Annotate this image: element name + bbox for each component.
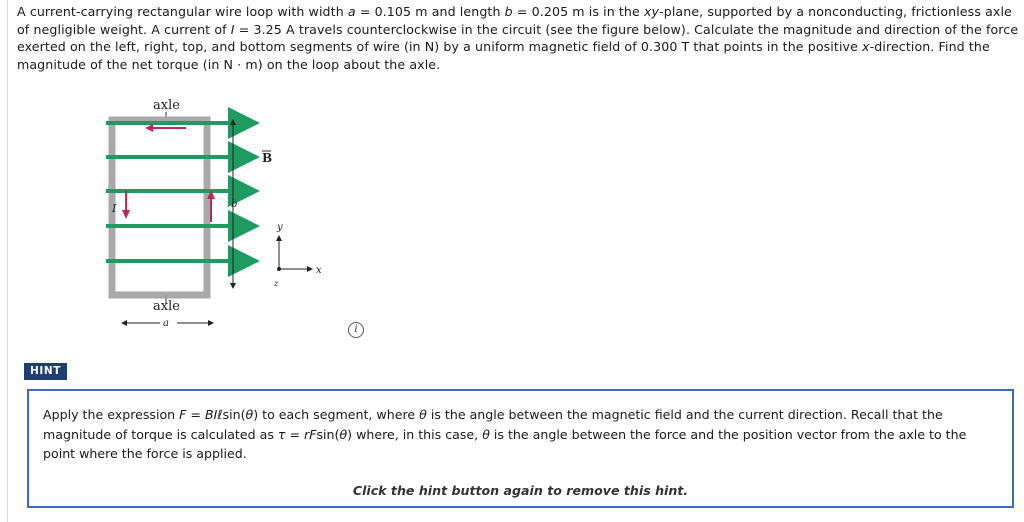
label-B: B	[262, 151, 273, 165]
info-icon[interactable]: i	[348, 322, 364, 338]
current-arrowhead	[145, 124, 153, 132]
problem-statement: A current-carrying rectangular wire loop with width a = 0.105 m and length b = 0.205 m is in the xy-plane, supported by a nonconducting, frictionless axle of negligible weight. A current of I = 3.25 A travels counterclockwise in the circuit (see the figure below). Calculate the magnitude and direction of the force exerted on the left, right, top, and bottom segments of wire (in N) by a uniform magnetic field of 0.300 T that points in the positive x-direction. Find the magnitude of the net torque (in N · m) on the loop about the axle.	[17, 4, 1019, 72]
var-I: I	[230, 21, 235, 37]
label-y: y	[277, 222, 283, 233]
axle-bottom-label: axle	[153, 299, 180, 314]
current-arrowhead	[122, 210, 130, 219]
hint-remove-text: Click the hint button again to remove this hint.	[352, 483, 689, 498]
z-axis-dot	[277, 267, 281, 271]
label-I: I	[112, 202, 117, 215]
label-b: b	[231, 199, 238, 210]
axle-top-label: axle	[153, 98, 180, 113]
var-a: a	[347, 4, 356, 19]
hint-text: Apply the expression F = BIℓsin(θ) to each segment, where θ is the angle between the magnetic field and the current direction. Recall that the magnitude of torque is calculated as τ = rFsin(θ) where, in this case, θ is the angle between the force and the position vector from the axle to the point where the force is applied.	[43, 407, 967, 461]
hint-button[interactable]: HINT	[24, 363, 67, 380]
loop-figure	[100, 90, 340, 340]
var-b: b	[504, 4, 513, 19]
var-x: x	[862, 39, 870, 54]
var-xy: xy	[643, 4, 660, 19]
label-x: x	[316, 265, 322, 276]
hint-box	[27, 389, 1014, 508]
label-z: z	[274, 279, 279, 288]
label-a: a	[163, 318, 169, 329]
left-border	[7, 0, 8, 522]
